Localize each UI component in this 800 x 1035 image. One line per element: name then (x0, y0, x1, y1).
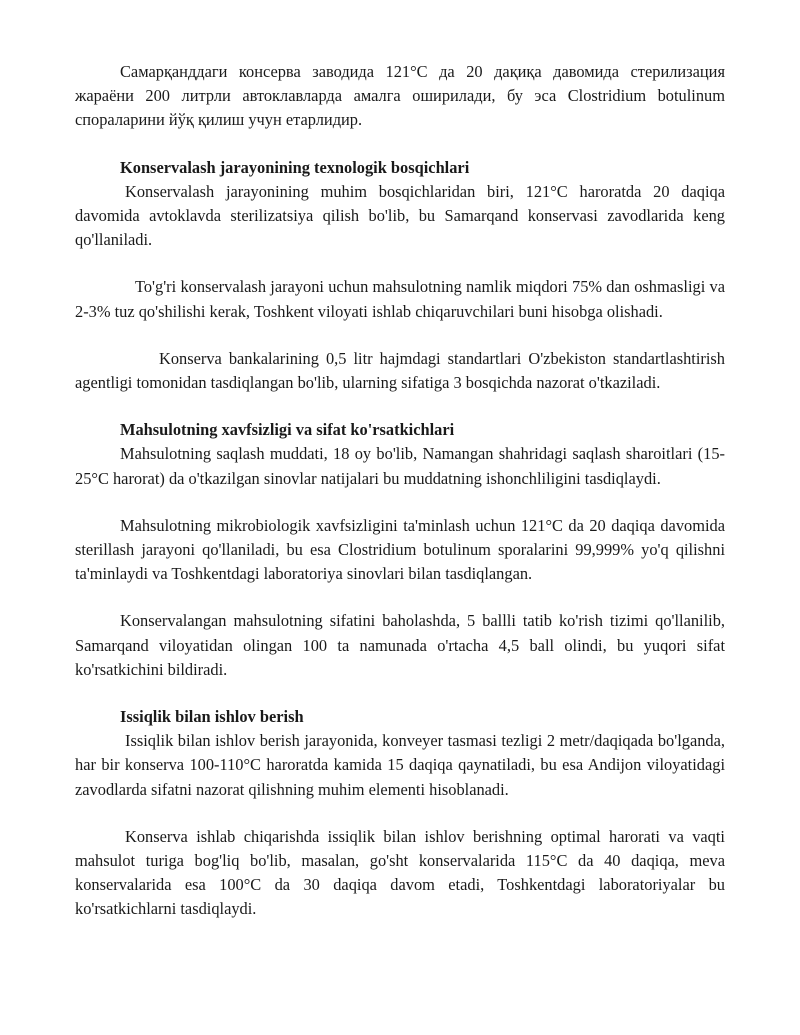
spacer (75, 395, 725, 418)
paragraph-heat-2: Konserva ishlab chiqarishda issiqlik bilan ishlov berishning optimal harorati va vaqti mahsulot turiga bog'liq bo'lib, masalan, go'sht konservalarida 115°C da 40 daqiqa, meva konservalarida esa 100°C da 30 daqiqa davom etadi, Toshkentdagi laboratoriyalar bu ko'rsatkichlarni tasdiqlaydi. (75, 826, 725, 919)
paragraph-tech-3: Konserva bankalarining 0,5 litr hajmdagi standartlari O'zbekiston standartlashtirish agentligi tomonidan tasdiqlangan bo'lib, ularning sifatiga 3 bosqichda nazorat o'tkaziladi. (75, 348, 725, 393)
paragraph-safety-1: Mahsulotning saqlash muddati, 18 oy bo'lib, Namangan shahridagi saqlash sharoitlari (15-25°C harorat) da o'tkazilgan sinovlar natijalari bu muddatning ishonchliligini tasdiqlaydi. (75, 444, 725, 488)
spacer (75, 324, 725, 347)
heading-technology: Konservalash jarayonining texnologik bosqichlari (120, 157, 470, 177)
spacer (75, 802, 725, 825)
heading-heat: Issiqlik bilan ishlov berish (120, 707, 304, 727)
heading-safety: Mahsulotning xavfsizligi va sifat ko'rsatkichlari (120, 420, 455, 440)
paragraph-tech-2: To'g'ri konservalash jarayoni uchun mahsulotning namlik miqdori 75% dan oshmasligi va 2-3% tuz qo'shilishi kerak, Toshkent viloyati ishlab chiqaruvchilari buni hisobga olishadi. (75, 277, 725, 321)
paragraph-safety-2: Mahsulotning mikrobiologik xavfsizligini ta'minlash uchun 121°C da 20 daqiqa davomida sterillash jarayoni qo'llaniladi, bu esa Clostridium botulinum sporalarini 99,999% yo'q qilishni ta'minlaydi va Toshkentdagi laboratoriya sinovlari bilan tasdiqlangan. (75, 515, 725, 584)
paragraph-intro: Самарқанддаги консерва заводида 121°C да 20 дақиқа давомида стерилизация жараёни 200 литрли автоклавларда амалга оширилади, бу эса Clostridium botulinum спораларини йўқ қилиш учун етарлидир. (75, 62, 725, 130)
spacer (75, 491, 725, 514)
paragraph-heat-1: Issiqlik bilan ishlov berish jarayonida, konveyer tasmasi tezligi 2 metr/daqiqada bo'lganda, har bir konserva 100-110°C haroratda kamida 15 daqiqa qaynatiladi, bu esa Andijon viloyatidagi zavodlarda sifatni nazorat qilishning muhim elementi hisoblanadi. (75, 731, 725, 799)
spacer (75, 682, 725, 705)
spacer (75, 133, 725, 156)
paragraph-safety-3: Konservalangan mahsulotning sifatini baholashda, 5 ballli tatib ko'rish tizimi qo'llanilib, Samarqand viloyatidan olingan 100 ta namunada o'rtacha 4,5 ball olindi, bu yuqori sifat ko'rsatkichini bildiradi. (75, 611, 725, 679)
document-page (75, 60, 725, 922)
spacer (75, 252, 725, 275)
spacer (75, 586, 725, 609)
paragraph-tech-1: Konservalash jarayonining muhim bosqichlaridan biri, 121°C haroratda 20 daqiqa davomida avtoklavda sterilizatsiya qilish bo'lib, bu Samarqand konservasi zavodlarida keng qo'llaniladi. (75, 181, 725, 250)
